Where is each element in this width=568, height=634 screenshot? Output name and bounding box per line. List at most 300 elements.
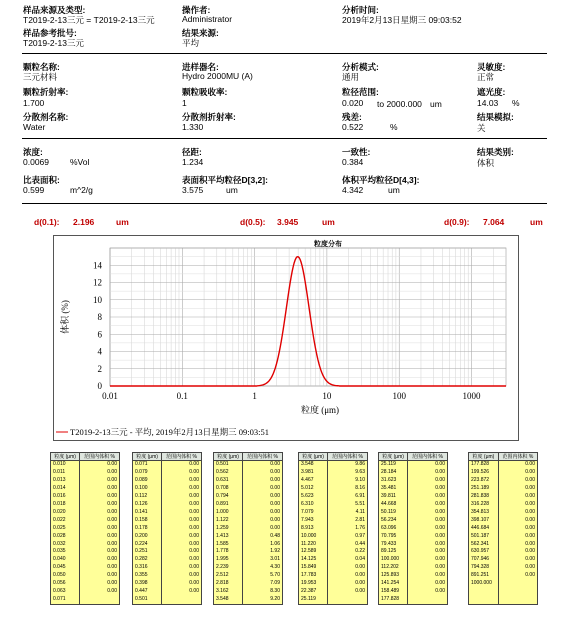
volume-cell: 1.06 [243, 541, 283, 549]
table-row [214, 477, 283, 485]
size-cell: 562.341 [469, 541, 499, 549]
table-row [133, 469, 202, 477]
table-row [51, 517, 120, 525]
ssa-label: 比表面积: [23, 175, 60, 185]
volume-cell: 0.00 [80, 556, 120, 564]
size-cell: 0.178 [133, 525, 162, 533]
volume-cell: 0.00 [80, 517, 120, 525]
particle-abs-value: 1 [182, 98, 187, 108]
table-row [51, 556, 120, 564]
volume-cell: 0.00 [408, 485, 448, 493]
table-row [214, 556, 283, 564]
y-tick-label: 12 [93, 277, 102, 288]
size-cell: 0.016 [51, 493, 80, 501]
table-row [51, 588, 120, 596]
size-table-block [378, 452, 448, 605]
table-row [379, 588, 448, 596]
d32-unit: um [226, 185, 238, 195]
table-row [299, 533, 368, 541]
table-row [51, 509, 120, 517]
table-row [133, 541, 202, 549]
table-row [379, 517, 448, 525]
col-header-volume: 范围内体积 % [498, 453, 537, 461]
table-row [379, 533, 448, 541]
analysis-time-value: 2019年2月13日星期三 09:03:52 [342, 15, 462, 25]
table-row [379, 541, 448, 549]
volume-cell: 0.00 [498, 564, 537, 572]
table-row [214, 501, 283, 509]
volume-cell: 0.00 [162, 572, 202, 580]
table-row [133, 501, 202, 509]
concentration-unit: %Vol [70, 157, 90, 167]
table-row [214, 509, 283, 517]
size-cell: 446.684 [469, 525, 499, 533]
volume-cell: 0.00 [162, 517, 202, 525]
table-row [214, 548, 283, 556]
particle-size-chart [54, 236, 518, 440]
table-row [51, 541, 120, 549]
volume-cell: 0.00 [162, 548, 202, 556]
col-header-size: 粒度 (μm) [214, 453, 243, 461]
volume-cell: 0.00 [498, 541, 537, 549]
uniformity-value: 0.384 [342, 157, 364, 167]
size-cell: 70.795 [379, 533, 408, 541]
volume-cell: 0.00 [408, 501, 448, 509]
table-row [214, 525, 283, 533]
size-cell: 0.316 [133, 564, 162, 572]
size-cell: 1.000 [214, 509, 243, 517]
size-cell: 4.467 [299, 477, 328, 485]
volume-cell: 0.00 [498, 548, 537, 556]
table-row [469, 525, 538, 533]
table-row [469, 572, 538, 580]
volume-cell: 0.00 [498, 525, 537, 533]
size-table-block [298, 452, 368, 605]
volume-cell: 0.48 [243, 533, 283, 541]
size-cell: 1.259 [214, 525, 243, 533]
volume-cell [408, 596, 448, 604]
volume-cell: 0.00 [80, 572, 120, 580]
legend-label: T2019-2-13三元 - 平均, 2019年2月13日星期三 09:03:51 [70, 427, 270, 437]
table-row [133, 517, 202, 525]
volume-cell: 0.44 [328, 541, 368, 549]
size-range-to: to 2000.000 [377, 99, 422, 109]
size-cell: 1.413 [214, 533, 243, 541]
size-cell: 398.107 [469, 517, 499, 525]
volume-cell: 0.00 [162, 509, 202, 517]
d32-label: 表面积平均粒径D[3,2]: [182, 175, 268, 185]
volume-cell: 0.00 [498, 469, 537, 477]
y-tick-label: 4 [97, 346, 102, 357]
x-tick-label: 1000 [462, 391, 481, 401]
table-row [133, 509, 202, 517]
volume-cell: 0.00 [498, 493, 537, 501]
table-row [133, 580, 202, 588]
table-row [299, 564, 368, 572]
d05-value: 3.945 [277, 217, 299, 227]
size-cell: 0.045 [51, 564, 80, 572]
table-row [469, 556, 538, 564]
volume-cell: 0.00 [328, 580, 368, 588]
size-cell: 44.668 [379, 501, 408, 509]
sample-ref-value: T2019-2-13三元 [23, 38, 84, 48]
table-row [379, 485, 448, 493]
size-cell: 56.234 [379, 517, 408, 525]
size-cell: 3.548 [299, 461, 328, 469]
size-cell: 0.056 [51, 580, 80, 588]
obscuration-value: 14.03 [477, 98, 499, 108]
volume-cell: 9.63 [328, 469, 368, 477]
size-cell: 6.310 [299, 501, 328, 509]
table-row [51, 461, 120, 469]
size-cell: 251.189 [469, 485, 499, 493]
volume-cell [80, 596, 120, 604]
size-cell: 0.141 [133, 509, 162, 517]
particle-ri-value: 1.700 [23, 98, 45, 108]
size-cell: 79.433 [379, 541, 408, 549]
x-tick-label: 0.1 [176, 391, 188, 401]
volume-cell: 0.00 [80, 501, 120, 509]
volume-cell [498, 580, 537, 588]
volume-cell: 0.00 [80, 485, 120, 493]
col-header-size: 粒度 (μm) [133, 453, 162, 461]
concentration-label: 浓度: [23, 147, 43, 157]
result-type-label: 结果类别: [477, 147, 514, 157]
size-cell: 0.022 [51, 517, 80, 525]
table-row [133, 477, 202, 485]
size-cell: 0.018 [51, 501, 80, 509]
divider [22, 203, 547, 204]
chart-title: 粒度分布 [314, 240, 342, 248]
volume-cell [498, 596, 537, 604]
table-row [469, 596, 538, 604]
size-cell: 22.387 [299, 588, 328, 596]
y-axis-label: 体积 (%) [60, 300, 70, 334]
table-row [379, 548, 448, 556]
table-row [299, 580, 368, 588]
d43-value: 4.342 [342, 185, 364, 195]
size-cell: 316.228 [469, 501, 499, 509]
volume-cell: 8.16 [328, 485, 368, 493]
table-row [214, 469, 283, 477]
size-cell: 281.838 [469, 493, 499, 501]
volume-cell: 0.00 [162, 556, 202, 564]
volume-cell: 0.22 [328, 548, 368, 556]
volume-cell: 0.00 [80, 509, 120, 517]
table-row [214, 596, 283, 604]
table-row [133, 588, 202, 596]
table-row [51, 572, 120, 580]
volume-cell: 0.00 [328, 588, 368, 596]
size-cell: 39.811 [379, 493, 408, 501]
uniformity-label: 一致性: [342, 147, 371, 157]
volume-cell: 0.00 [162, 469, 202, 477]
size-cell: 3.162 [214, 588, 243, 596]
size-cell: 794.328 [469, 564, 499, 572]
operator-label: 操作者: [182, 5, 211, 15]
size-cell: 0.891 [214, 501, 243, 509]
volume-cell: 0.00 [408, 461, 448, 469]
size-cell: 8.913 [299, 525, 328, 533]
volume-cell: 0.00 [162, 580, 202, 588]
table-row [299, 541, 368, 549]
table-row [51, 469, 120, 477]
volume-cell: 0.00 [162, 541, 202, 549]
size-cell: 0.032 [51, 541, 80, 549]
volume-cell: 0.00 [162, 533, 202, 541]
size-cell: 10.000 [299, 533, 328, 541]
size-range-from: 0.020 [342, 98, 364, 108]
volume-cell: 0.00 [162, 493, 202, 501]
volume-cell: 0.00 [498, 572, 537, 580]
size-cell: 0.014 [51, 485, 80, 493]
size-cell: 2.512 [214, 572, 243, 580]
table-row [299, 525, 368, 533]
size-cell [469, 588, 499, 596]
size-cell: 0.040 [51, 556, 80, 564]
volume-cell: 0.00 [243, 461, 283, 469]
size-cell: 501.187 [469, 533, 499, 541]
volume-cell: 0.00 [408, 541, 448, 549]
size-cell: 14.125 [299, 556, 328, 564]
table-row [133, 572, 202, 580]
volume-cell: 0.00 [162, 501, 202, 509]
table-row [51, 533, 120, 541]
col-header-size: 粒度 (μm) [299, 453, 328, 461]
size-cell: 125.893 [379, 572, 408, 580]
size-table-block [132, 452, 202, 605]
volume-cell: 0.00 [80, 548, 120, 556]
volume-cell: 0.00 [408, 533, 448, 541]
y-tick-label: 0 [97, 381, 102, 391]
ssa-value: 0.599 [23, 185, 45, 195]
divider [22, 53, 547, 54]
y-tick-label: 2 [97, 363, 102, 374]
table-row [133, 461, 202, 469]
size-cell: 0.631 [214, 477, 243, 485]
volume-cell: 0.00 [408, 564, 448, 572]
size-cell: 223.872 [469, 477, 499, 485]
table-row [379, 509, 448, 517]
volume-cell: 0.00 [498, 509, 537, 517]
size-range-unit: um [430, 99, 442, 109]
volume-cell: 0.00 [408, 517, 448, 525]
size-cell: 0.126 [133, 501, 162, 509]
table-row [469, 533, 538, 541]
table-row [133, 564, 202, 572]
size-cell: 199.526 [469, 469, 499, 477]
volume-cell: 0.00 [243, 493, 283, 501]
table-row [299, 596, 368, 604]
table-row [51, 596, 120, 604]
d01-label: d(0.1): [34, 217, 60, 227]
size-cell: 0.158 [133, 517, 162, 525]
size-cell: 0.200 [133, 533, 162, 541]
volume-cell: 0.00 [80, 533, 120, 541]
volume-cell: 2.81 [328, 517, 368, 525]
volume-cell: 3.01 [243, 556, 283, 564]
size-cell: 0.447 [133, 588, 162, 596]
sampler-value: Hydro 2000MU (A) [182, 71, 253, 81]
size-cell: 0.282 [133, 556, 162, 564]
size-cell: 0.112 [133, 493, 162, 501]
volume-cell: 0.00 [328, 564, 368, 572]
volume-cell: 8.30 [243, 588, 283, 596]
volume-cell: 0.00 [498, 501, 537, 509]
size-cell: 0.013 [51, 477, 80, 485]
size-cell: 0.011 [51, 469, 80, 477]
table-row [214, 572, 283, 580]
x-tick-label: 1 [252, 391, 257, 401]
table-row [299, 485, 368, 493]
particle-name-value: 三元材料 [23, 72, 58, 82]
size-cell: 158.489 [379, 588, 408, 596]
d32-value: 3.575 [182, 185, 204, 195]
col-header-volume: 范围内体积 % [162, 453, 202, 461]
sensitivity-value: 正常 [477, 72, 495, 82]
volume-cell: 0.00 [498, 477, 537, 485]
volume-cell: 9.86 [328, 461, 368, 469]
table-row [469, 564, 538, 572]
size-cell: 2.239 [214, 564, 243, 572]
size-cell: 25.119 [299, 596, 328, 604]
size-cell: 0.025 [51, 525, 80, 533]
volume-cell: 0.00 [408, 509, 448, 517]
size-cell: 3.548 [214, 596, 243, 604]
d09-label: d(0.9): [444, 217, 470, 227]
col-header-size: 粒度 (μm) [51, 453, 80, 461]
size-cell: 0.355 [133, 572, 162, 580]
volume-cell: 9.10 [328, 477, 368, 485]
size-cell: 0.708 [214, 485, 243, 493]
y-tick-label: 14 [93, 260, 102, 271]
emulation-label: 结果模拟: [477, 112, 514, 122]
col-header-size: 粒度 (μm) [379, 453, 408, 461]
volume-cell: 0.00 [80, 477, 120, 485]
size-cell: 354.813 [469, 509, 499, 517]
table-row [379, 556, 448, 564]
volume-cell: 0.00 [243, 469, 283, 477]
size-cell: 63.096 [379, 525, 408, 533]
volume-cell [328, 596, 368, 604]
dispersant-label: 分散剂名称: [23, 112, 69, 122]
volume-cell: 0.00 [162, 461, 202, 469]
table-row [51, 548, 120, 556]
table-row [469, 509, 538, 517]
volume-cell: 0.00 [408, 525, 448, 533]
size-cell: 2.818 [214, 580, 243, 588]
table-row [299, 588, 368, 596]
table-row [379, 477, 448, 485]
table-row [379, 580, 448, 588]
particle-name-label: 颗粒名称: [23, 62, 60, 72]
volume-cell: 0.00 [408, 588, 448, 596]
size-cell: 5.623 [299, 493, 328, 501]
size-cell: 177.828 [379, 596, 408, 604]
analysis-mode-label: 分析模式: [342, 62, 379, 72]
residual-value: 0.522 [342, 122, 364, 132]
obscuration-label: 遮光度: [477, 87, 506, 97]
table-row [469, 548, 538, 556]
y-tick-label: 6 [97, 329, 102, 340]
table-row [214, 533, 283, 541]
table-row [214, 485, 283, 493]
volume-cell: 0.00 [498, 556, 537, 564]
size-cell: 891.251 [469, 572, 499, 580]
table-row [51, 501, 120, 509]
volume-cell: 0.00 [408, 477, 448, 485]
size-cell: 0.050 [51, 572, 80, 580]
size-cell: 0.028 [51, 533, 80, 541]
table-row [299, 501, 368, 509]
size-cell: 1.778 [214, 548, 243, 556]
size-cell: 50.119 [379, 509, 408, 517]
d01-unit: um [116, 217, 129, 227]
table-row [299, 548, 368, 556]
col-header-volume: 范围内体积 % [80, 453, 120, 461]
sample-source-value: T2019-2-13三元 = T2019-2-13三元 [23, 15, 155, 25]
size-cell: 7.943 [299, 517, 328, 525]
size-table-block [50, 452, 120, 605]
volume-cell: 6.91 [328, 493, 368, 501]
volume-cell: 0.00 [498, 533, 537, 541]
size-cell: 0.071 [133, 461, 162, 469]
table-row [469, 588, 538, 596]
table-row [469, 517, 538, 525]
volume-cell: 0.00 [243, 517, 283, 525]
table-row [379, 572, 448, 580]
volume-cell: 0.00 [408, 548, 448, 556]
table-row [379, 461, 448, 469]
size-cell: 0.100 [133, 485, 162, 493]
table-row [133, 548, 202, 556]
table-row [51, 493, 120, 501]
particle-ri-label: 颗粒折射率: [23, 87, 69, 97]
ssa-unit: m^2/g [70, 185, 93, 195]
volume-cell: 0.00 [408, 580, 448, 588]
table-row [379, 525, 448, 533]
size-cell: 0.251 [133, 548, 162, 556]
size-cell [469, 596, 499, 604]
size-cell: 0.071 [51, 596, 80, 604]
table-row [51, 485, 120, 493]
volume-cell: 0.00 [243, 477, 283, 485]
volume-cell: 0.00 [80, 580, 120, 588]
size-cell: 17.783 [299, 572, 328, 580]
table-row [299, 509, 368, 517]
result-source-label: 结果来源: [182, 28, 219, 38]
volume-cell: 0.00 [243, 525, 283, 533]
table-row [51, 477, 120, 485]
y-tick-label: 10 [93, 294, 102, 305]
d01-value: 2.196 [73, 217, 95, 227]
table-row [133, 556, 202, 564]
size-range-label: 粒径范围: [342, 87, 379, 97]
volume-cell: 9.20 [243, 596, 283, 604]
table-row [379, 493, 448, 501]
sample-ref-label: 样品参考批号: [23, 28, 77, 38]
volume-cell: 0.00 [80, 588, 120, 596]
size-table-block [468, 452, 538, 605]
table-row [214, 580, 283, 588]
dispersant-ri-label: 分散剂折射率: [182, 112, 236, 122]
table-row [469, 580, 538, 588]
span-value: 1.234 [182, 157, 204, 167]
x-axis-label: 粒度 (μm) [300, 405, 340, 415]
table-row [299, 517, 368, 525]
d43-unit: um [388, 185, 400, 195]
table-row [469, 493, 538, 501]
